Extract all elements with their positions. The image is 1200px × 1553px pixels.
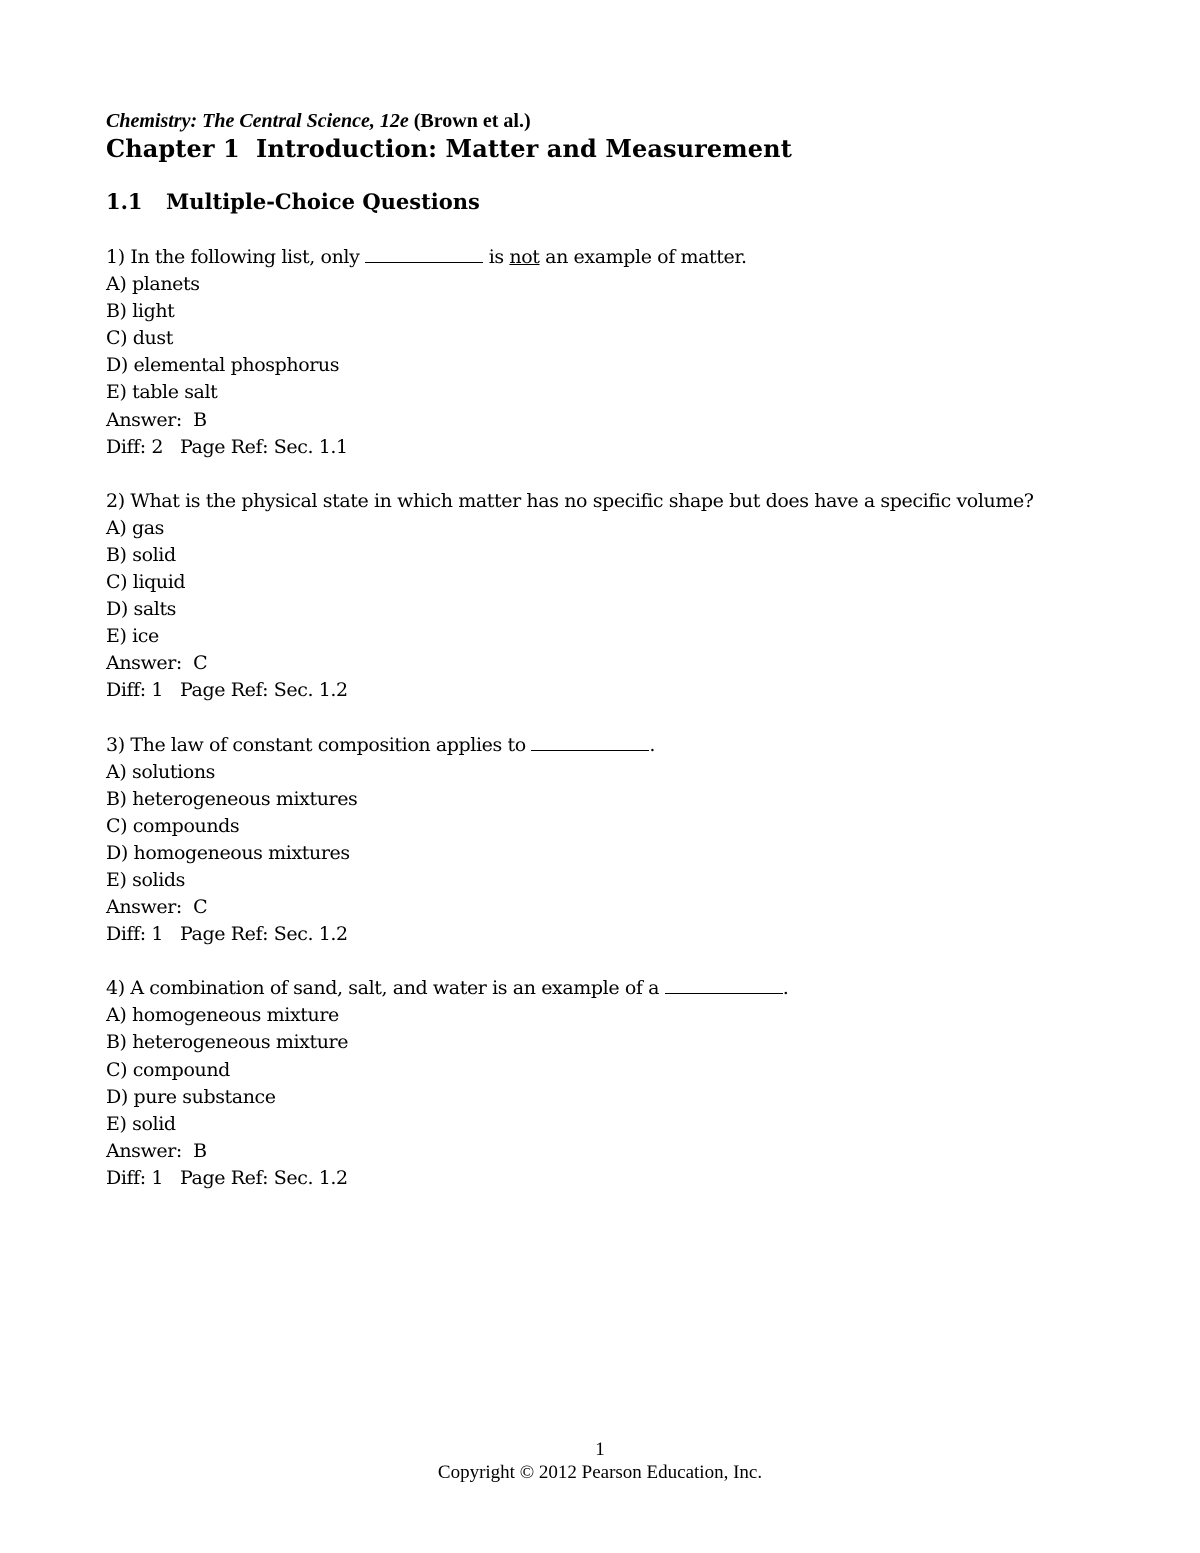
question-stem <box>106 732 1106 759</box>
option-e: E) solids <box>106 868 185 891</box>
option-c: C) compounds <box>106 814 240 837</box>
section-title: Multiple-Choice Questions <box>166 189 480 214</box>
option-d: D) pure substance <box>106 1085 276 1108</box>
question-list <box>106 244 1106 1192</box>
answer-line: Answer: B <box>106 1139 207 1162</box>
option-b: B) solid <box>106 543 176 566</box>
option-e: E) ice <box>106 625 159 648</box>
chapter-title: Introduction: Matter and Measurement <box>256 134 792 163</box>
option-b: B) heterogeneous mixture <box>106 1031 349 1054</box>
question-1 <box>106 244 1106 461</box>
option-a: A) solutions <box>106 760 216 783</box>
stem-emphasis: not <box>509 246 540 268</box>
stem-text: . <box>782 977 789 1000</box>
option-a: A) planets <box>106 273 200 296</box>
difficulty-page-ref: Diff: 1 Page Ref: Sec. 1.2 <box>106 923 348 946</box>
question-stem: 2) What is the physical state in which matter has no specific shape but does have a specific volume? <box>106 489 1034 512</box>
answer-line: Answer: C <box>106 652 208 675</box>
option-c: C) dust <box>106 327 173 350</box>
chapter-number: Chapter 1 <box>106 134 240 163</box>
answer-line: Answer: C <box>106 896 208 919</box>
question-stem <box>106 975 1106 1002</box>
answer-blank <box>665 975 783 994</box>
stem-text: 1) In the following list, only <box>106 246 366 268</box>
option-d: D) homogeneous mixtures <box>106 841 350 864</box>
option-b: B) light <box>106 300 175 323</box>
question-4 <box>106 975 1106 1192</box>
book-citation <box>106 108 1106 134</box>
answer-blank <box>531 732 649 751</box>
answer-line: Answer: B <box>106 408 207 431</box>
stem-text: an example of matter. <box>539 246 747 268</box>
question-stem <box>106 244 1106 271</box>
stem-text: 4) A combination of sand, salt, and water is an example of a <box>106 977 665 1000</box>
stem-text: is <box>483 246 510 268</box>
option-d: D) elemental phosphorus <box>106 354 340 377</box>
stem-text: . <box>649 733 656 756</box>
option-d: D) salts <box>106 598 177 621</box>
difficulty-page-ref: Diff: 1 Page Ref: Sec. 1.2 <box>106 1166 348 1189</box>
question-3 <box>106 732 1106 949</box>
answer-blank <box>365 244 483 263</box>
page-number: 1 <box>595 1439 605 1460</box>
option-c: C) liquid <box>106 571 186 594</box>
difficulty-page-ref: Diff: 1 Page Ref: Sec. 1.2 <box>106 679 348 702</box>
option-e: E) table salt <box>106 381 218 404</box>
option-e: E) solid <box>106 1112 176 1135</box>
copyright-notice: Copyright © 2012 Pearson Education, Inc. <box>437 1462 763 1483</box>
option-a: A) homogeneous mixture <box>106 1004 339 1027</box>
document-page <box>106 108 1106 1192</box>
stem-text: 3) The law of constant composition applies to <box>106 733 532 756</box>
option-b: B) heterogeneous mixtures <box>106 787 358 810</box>
question-2 <box>106 488 1106 705</box>
book-authors: (Brown et al.) <box>413 110 531 132</box>
option-a: A) gas <box>106 516 165 539</box>
section-heading <box>106 188 1106 216</box>
option-c: C) compound <box>106 1058 230 1081</box>
section-number: 1.1 <box>106 189 143 214</box>
book-title: Chemistry: The Central Science, 12e <box>106 110 409 132</box>
difficulty-page-ref: Diff: 2 Page Ref: Sec. 1.1 <box>106 435 348 458</box>
chapter-heading <box>106 134 1106 164</box>
